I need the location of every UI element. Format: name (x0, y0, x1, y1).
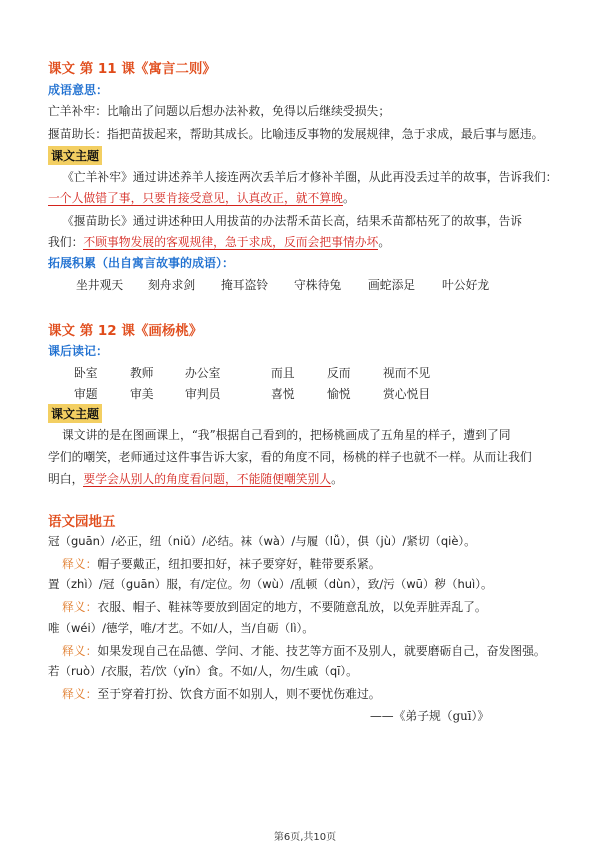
after-class-reading-heading: 课后读记： (48, 344, 109, 358)
dizigui-line-2: 置（zhì）/冠（guān）服，有/定位。勿（wù）/乱顿（dùn），致/污（wū）秽（huì）。 (48, 577, 493, 591)
read-word: 反而 (327, 366, 351, 380)
theme-2-prefix: 我们： (48, 235, 84, 249)
extend-word: 掩耳盗铃 (221, 278, 269, 292)
read-word: 愉悦 (327, 387, 351, 401)
idiom-line-1: 亡羊补牢：比喻出了问题以后想办法补救，免得以后继续受损失； (48, 104, 391, 118)
dizigui-note-3 (62, 642, 546, 659)
dizigui-note-1 (62, 555, 381, 572)
extend-word: 叶公好龙 (442, 278, 490, 292)
lesson-11-title: 课文 第 11 课《寓言二则》 (48, 61, 216, 77)
read-word: 视而不见 (383, 366, 431, 380)
read-word: 办公室 (185, 366, 221, 380)
idiom-line-2: 揠苗助长：指把苗拔起来，帮助其成长。比喻违反事物的发展规律，急于求成，最后事与愿违。 (48, 127, 544, 141)
extend-heading: 拓展积累（出自寓言故事的成语）： (48, 256, 235, 270)
page-number: 第6页,共10页 (273, 832, 337, 843)
theme-2-end: 。 (378, 235, 391, 249)
note-label: 释义： (62, 557, 98, 571)
lesson-12-title: 课文 第 12 课《画杨桃》 (48, 323, 203, 339)
garden-title: 语文园地五 (48, 514, 116, 530)
note-text: 至于穿着打扮、饮食方面不如别人，则不要忧伤难过。 (97, 687, 381, 701)
dizigui-line-3: 唯（wéi）/德学，唯/才艺。不如/人，当/自砺（lì）。 (48, 621, 314, 635)
note-text: 衣服、帽子、鞋袜等要放到固定的地方，不要随意乱放，以免弄脏弄乱了。 (97, 600, 487, 614)
read-word: 审题 (74, 387, 98, 401)
read-word: 喜悦 (271, 387, 295, 401)
lesson-12-theme-line-b: 学们的嘲笑，老师通过这件事告诉大家，看的角度不同，杨桃的样子也就不一样。从而让我们 (48, 450, 532, 464)
lesson-12-theme-prefix: 明白， (48, 472, 84, 486)
theme-2-line-b (48, 233, 390, 250)
extend-word: 守株待兔 (294, 278, 342, 292)
theme-1-line-a: 《亡羊补牢》通过讲述养羊人接连两次丢羊后才修补羊圈，从此再没丢过羊的故事，告诉我们： (62, 170, 558, 184)
source-attribution: ——《弟子规（guī）》 (370, 709, 490, 723)
extend-word: 坐井观天 (76, 278, 124, 292)
lesson-12-theme-conclusion: 要学会从别人的角度看问题，不能随便嘲笑别人 (83, 472, 332, 486)
theme-2-conclusion: 不顾事物发展的客观规律，急于求成，反而会把事情办坏 (83, 235, 379, 249)
idiom-meaning-heading: 成语意思： (48, 83, 109, 97)
lesson-12-theme-tag: 课文主题 (48, 404, 102, 423)
lesson-12-theme-end: 。 (331, 472, 343, 486)
read-word: 卧室 (74, 366, 98, 380)
note-text: 帽子要戴正，纽扣要扣好，袜子要穿好，鞋带要系紧。 (97, 557, 381, 571)
note-label: 释义： (62, 600, 98, 614)
lesson-12-theme-line-a: 课文讲的是在图画课上，“我”根据自己看到的，把杨桃画成了五角星的样子，遭到了同 (62, 428, 511, 442)
theme-1-conclusion: 一个人做错了事，只要肯接受意见，认真改正，就不算晚 (48, 191, 343, 205)
dizigui-note-2 (62, 598, 487, 615)
read-word: 审判员 (185, 387, 221, 401)
read-word: 而且 (271, 366, 295, 380)
note-label: 释义： (62, 687, 98, 701)
dizigui-line-1: 冠（guān）/必正，纽（niǔ）/必结。袜（wà）/与履（lǚ），俱（jù）/紧切（qiè）。 (48, 534, 476, 548)
dizigui-note-4 (62, 685, 381, 702)
extend-word: 画蛇添足 (368, 278, 416, 292)
theme-1-line-b (48, 189, 355, 206)
lesson-11-theme-tag: 课文主题 (48, 146, 102, 165)
note-label: 释义： (62, 644, 98, 658)
extend-word: 刻舟求剑 (148, 278, 196, 292)
read-word: 教师 (130, 366, 154, 380)
theme-1-end: 。 (342, 191, 355, 205)
lesson-12-theme-line-c (48, 470, 343, 487)
read-word: 赏心悦目 (383, 387, 431, 401)
theme-2-line-a: 《揠苗助长》通过讲述种田人用拔苗的办法帮禾苗长高，结果禾苗都枯死了的故事，告诉 (62, 214, 523, 228)
read-word: 审美 (130, 387, 154, 401)
note-text: 如果发现自己在品德、学问、才能、技艺等方面不及别人，就要磨砺自己，奋发图强。 (97, 644, 546, 658)
dizigui-line-4: 若（ruò）/衣服，若/饮（yǐn）食。不如/人，勿/生戚（qī）。 (48, 664, 358, 678)
